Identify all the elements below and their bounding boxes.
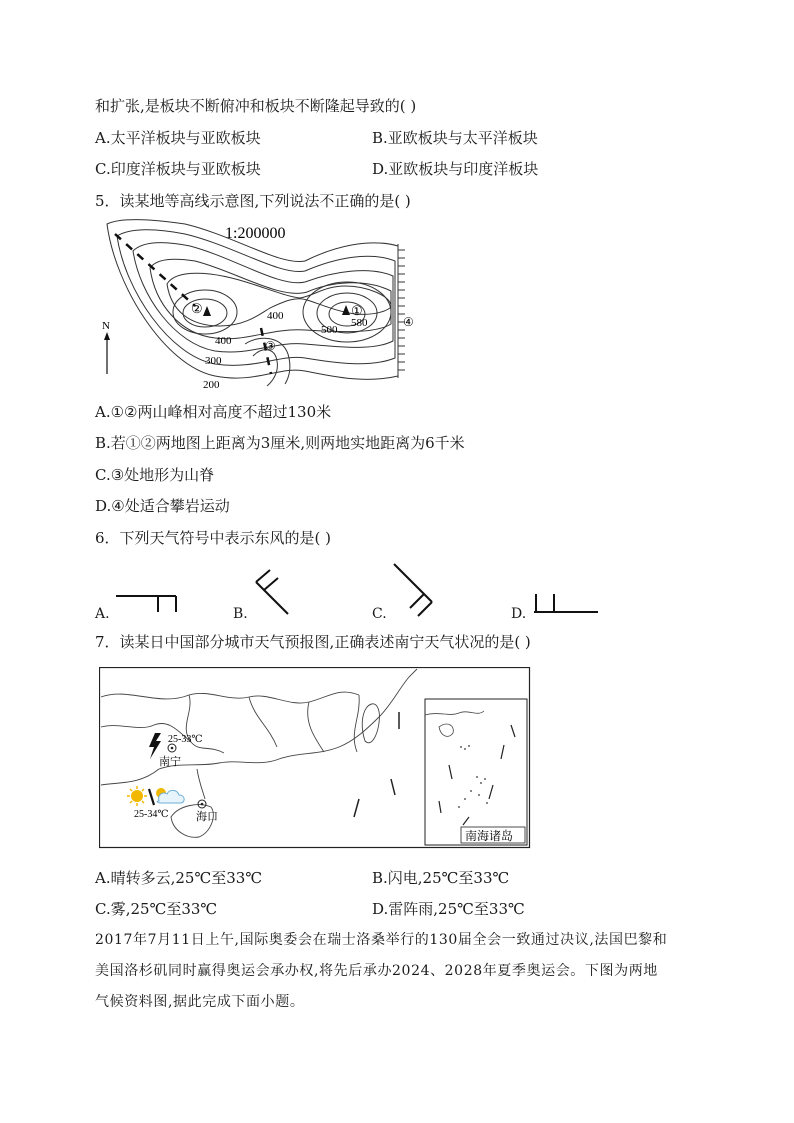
haikou-temp: 25-34℃: [134, 809, 169, 820]
q4-option-d: D.亚欧板块与印度洋板块: [372, 160, 539, 178]
cliff-hatching: [398, 244, 405, 378]
contour-label-400-center: 400: [267, 310, 284, 322]
nanning-temp: 25-33℃: [168, 734, 203, 745]
peak-2-triangle: [203, 306, 211, 316]
q7-option-d: D.雷阵雨,25℃至33℃: [372, 900, 525, 918]
wind-symbol-a: [114, 588, 184, 618]
q5-stem: 5．读某地等高线示意图,下列说法不正确的是( ): [95, 192, 411, 210]
q6-option-b: B.: [233, 606, 248, 622]
peak-1-triangle: [342, 305, 350, 315]
q5-option-d: D.④处适合攀岩运动: [95, 497, 230, 515]
q6-stem: 6．下列天气符号中表示东风的是( ): [95, 529, 332, 547]
q5-option-b: B.若①②两地图上距离为3厘米,则两地实地距离为6千米: [95, 434, 465, 452]
wind-symbol-b: [248, 568, 293, 618]
q7-option-b: B.闪电,25℃至33℃: [372, 869, 510, 887]
north-arrow: [102, 320, 110, 374]
contour-label-200: 200: [203, 379, 220, 391]
q5-option-a: A.①②两山峰相对高度不超过130米: [95, 403, 332, 421]
q6-option-c: C.: [372, 606, 387, 622]
passage-line-2: 美国洛杉矶同时赢得奥运会承办权,将先后承办2024、2028年夏季奥运会。下图为两地: [95, 963, 658, 979]
inset-label: 南海诸岛: [465, 829, 514, 843]
haikou-label: 海口: [196, 811, 218, 823]
q4-option-a: A.太平洋板块与亚欧板块: [95, 129, 261, 147]
passage-line-1: 2017年7月11日上午,国际奥委会在瑞士洛桑举行的130届全会一致通过决议,法国巴黎和: [95, 932, 668, 948]
marker-1: ①: [351, 303, 363, 318]
south-china-sea-inset: [425, 699, 527, 845]
q6-option-d: D.: [511, 606, 527, 622]
q6-option-a: A.: [95, 606, 110, 622]
contour-label-300: 300: [205, 355, 222, 367]
passage-line-3: 气候资料图,据此完成下面小题。: [95, 994, 305, 1010]
nanning-label: 南宁: [159, 756, 181, 768]
q4-option-c: C.印度洋板块与亚欧板块: [95, 160, 261, 178]
contour-label-400-left: 400: [215, 335, 232, 347]
q7-stem: 7．读某日中国部分城市天气预报图,正确表述南宁天气状况的是( ): [95, 633, 531, 651]
q7-option-c: C.雾,25℃至33℃: [95, 900, 218, 918]
contour-label-580: 580: [351, 317, 368, 329]
q7-option-a: A.晴转多云,25℃至33℃: [95, 869, 263, 887]
sun-icon: [127, 786, 147, 806]
wind-symbol-c: [390, 562, 440, 618]
weather-map: [99, 667, 531, 849]
q5-option-c: C.③处地形为山脊: [95, 466, 215, 484]
q4-stem-tail: 和扩张,是板块不断俯冲和板块不断隆起导致的( ): [95, 97, 417, 115]
svg-text:N: N: [102, 320, 110, 332]
contour-label-500: 500: [321, 324, 338, 336]
marker-2: ②: [191, 301, 203, 316]
map-scale: 1:200000: [225, 225, 286, 242]
contour-map: [95, 216, 425, 394]
q4-option-b: B.亚欧板块与太平洋板块: [372, 129, 538, 147]
wind-symbol-d: [530, 588, 602, 616]
marker-4: ④: [403, 315, 414, 329]
marker-3: ③: [265, 339, 276, 353]
